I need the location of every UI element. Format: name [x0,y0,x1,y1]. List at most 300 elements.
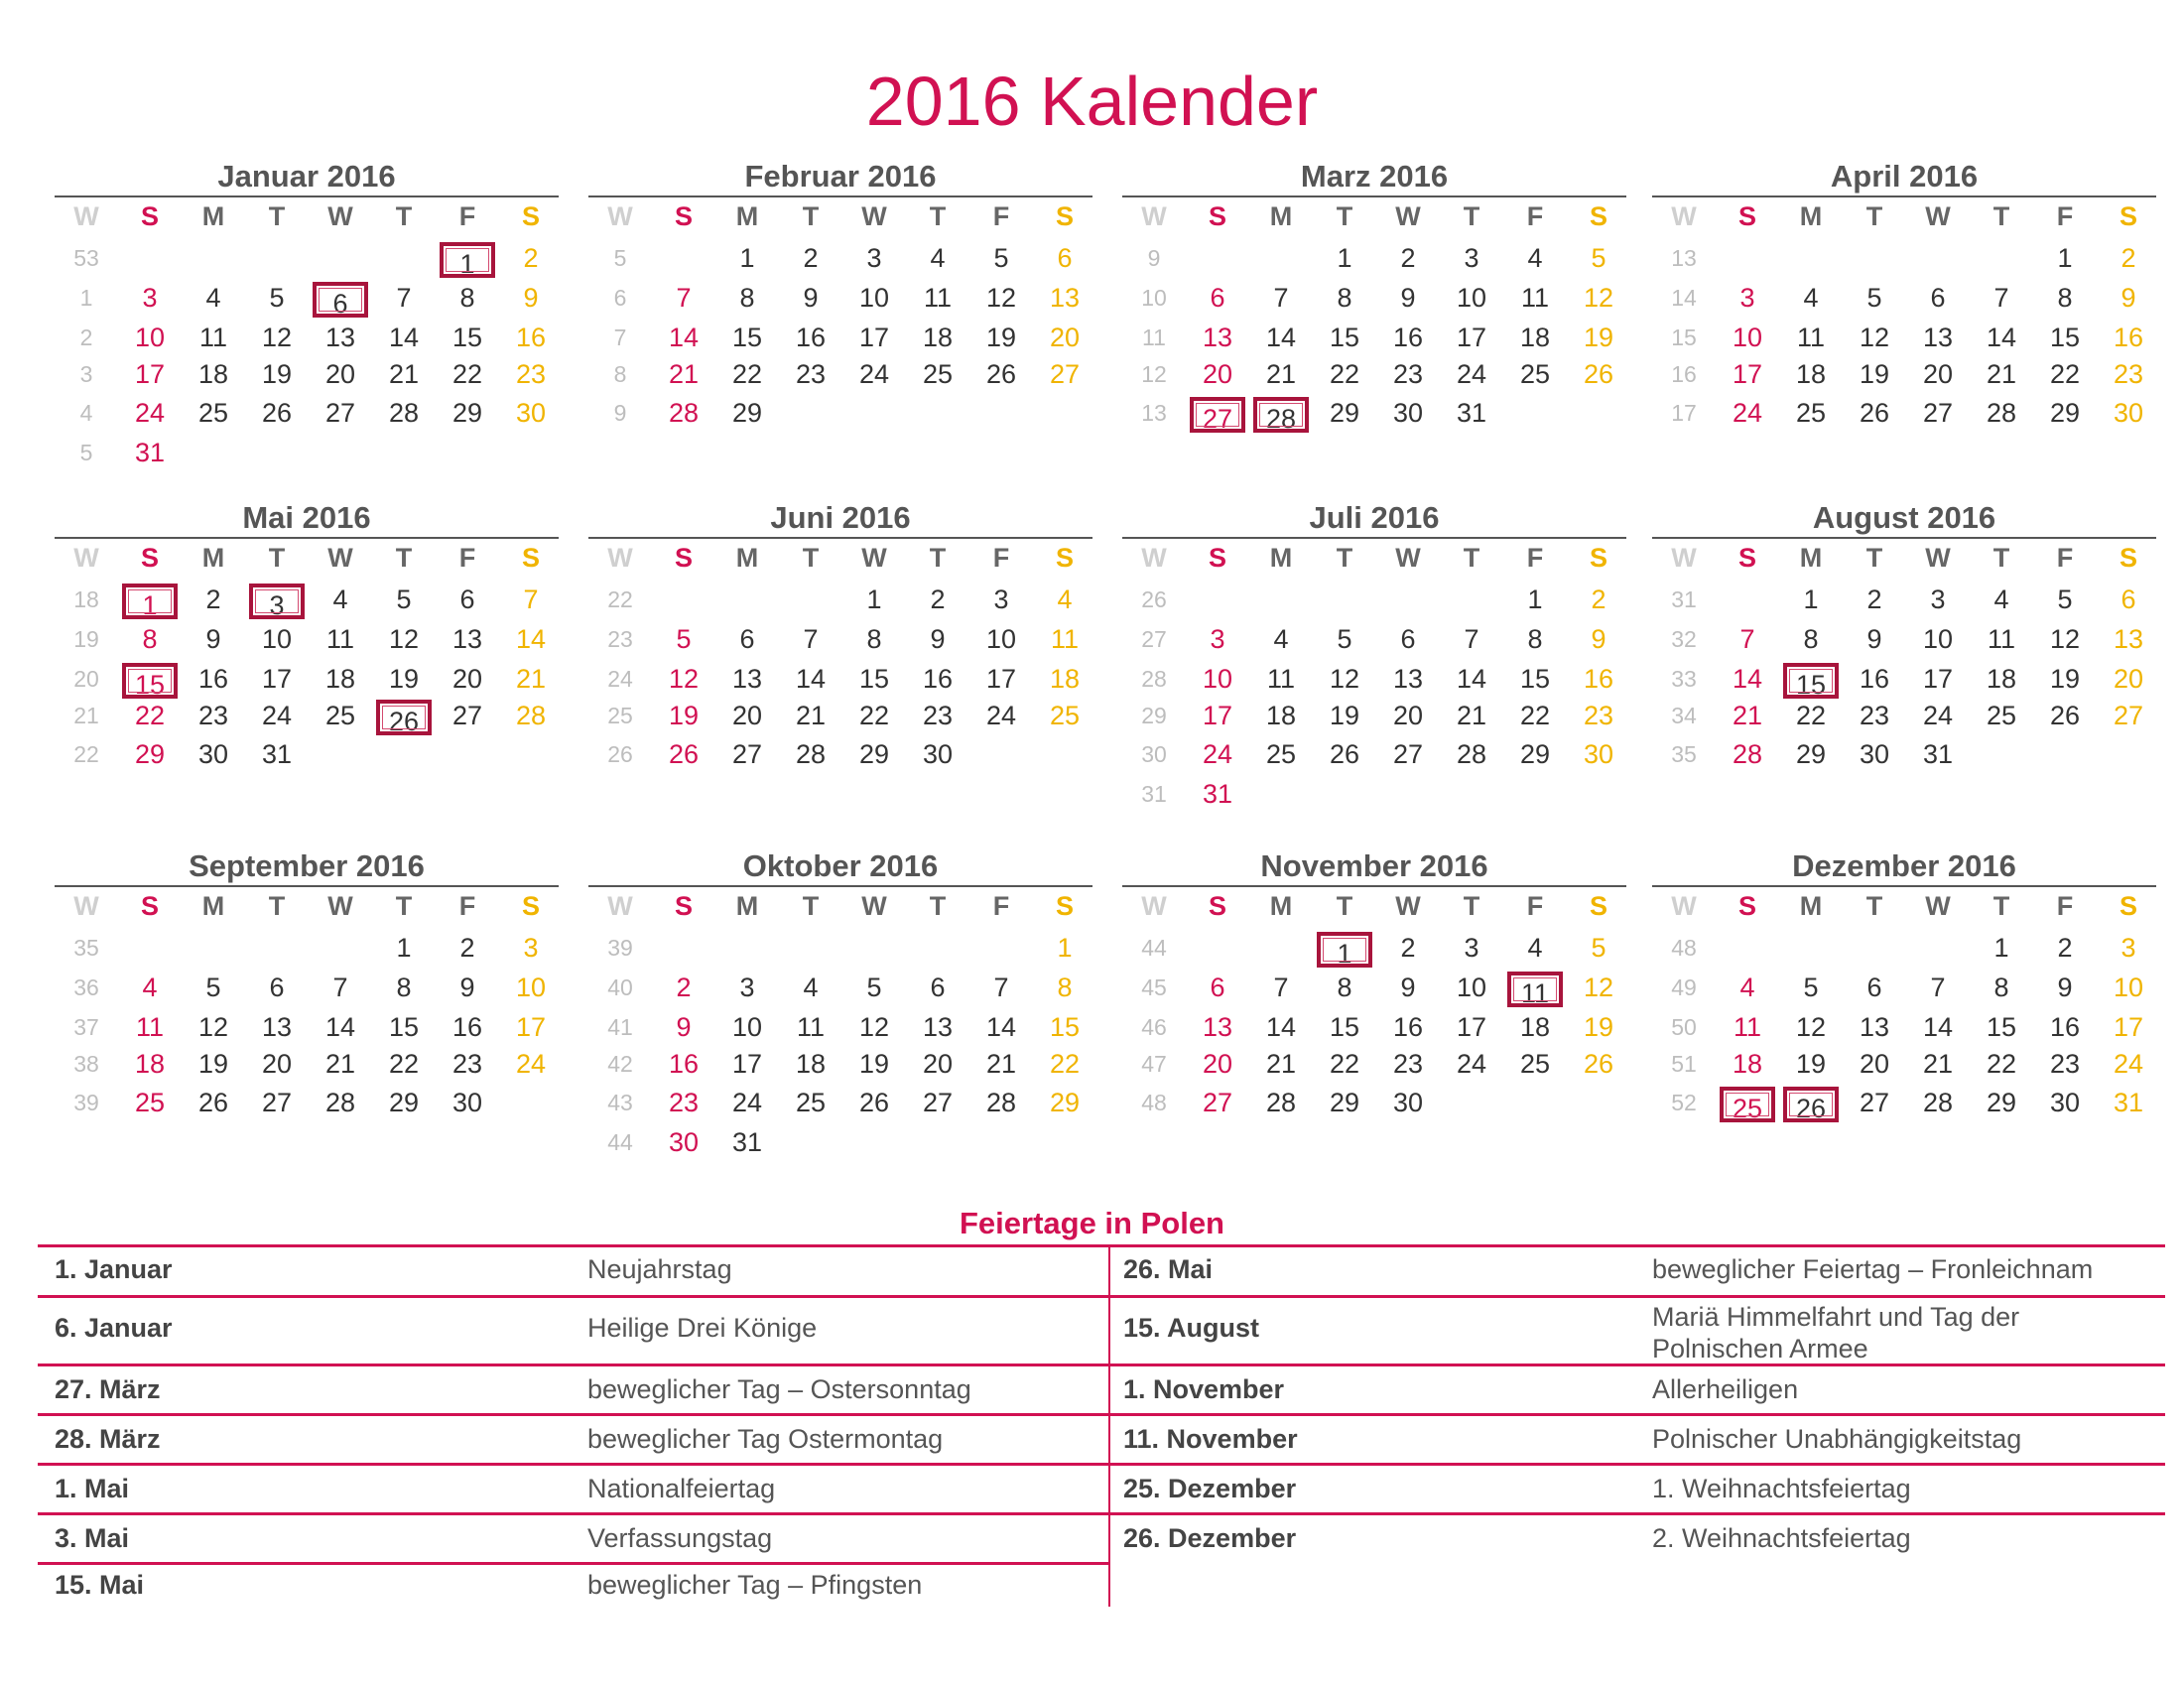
day-cell[interactable] [1843,661,1906,697]
day-cell[interactable] [842,661,906,697]
day-cell[interactable] [906,582,969,617]
day-cell[interactable] [1970,1009,2033,1045]
day-cell[interactable] [1313,661,1376,697]
day-cell[interactable] [1033,970,1096,1005]
day-cell[interactable] [1970,661,2033,697]
day-cell[interactable] [182,356,245,392]
day-cell[interactable] [436,621,499,657]
day-cell[interactable] [1843,395,1906,431]
day-cell[interactable] [436,930,499,966]
day-cell[interactable] [1249,356,1313,392]
holiday-day-cell[interactable] [1313,930,1376,972]
day-cell[interactable] [1186,621,1249,657]
day-cell[interactable] [1843,736,1906,772]
day-cell[interactable] [245,320,309,355]
day-cell[interactable] [1186,776,1249,812]
day-cell[interactable] [2097,1009,2160,1045]
day-cell[interactable] [1503,736,1567,772]
day-cell[interactable] [1376,280,1440,316]
day-cell[interactable] [182,621,245,657]
day-cell[interactable] [1503,356,1567,392]
day-cell[interactable] [1503,320,1567,355]
day-cell[interactable] [499,621,563,657]
day-cell[interactable] [1970,582,2033,617]
day-cell[interactable] [2033,395,2097,431]
day-cell[interactable] [1843,280,1906,316]
day-cell[interactable] [1440,320,1503,355]
day-cell[interactable] [1716,1009,1779,1045]
holiday-day-cell[interactable] [245,582,309,623]
day-cell[interactable] [1716,280,1779,316]
day-cell[interactable] [2097,621,2160,657]
day-cell[interactable] [182,698,245,733]
day-cell[interactable] [715,621,779,657]
day-cell[interactable] [1033,698,1096,733]
holiday-day-cell[interactable] [1779,661,1843,703]
day-cell[interactable] [1906,1085,1970,1120]
day-cell[interactable] [906,1046,969,1082]
day-cell[interactable] [652,1085,715,1120]
day-cell[interactable] [842,698,906,733]
day-cell[interactable] [372,970,436,1005]
day-cell[interactable] [652,698,715,733]
day-cell[interactable] [436,356,499,392]
day-cell[interactable] [1906,661,1970,697]
day-cell[interactable] [715,1124,779,1160]
day-cell[interactable] [2097,1085,2160,1120]
day-cell[interactable] [1313,621,1376,657]
day-cell[interactable] [1033,320,1096,355]
day-cell[interactable] [652,970,715,1005]
day-cell[interactable] [1970,320,2033,355]
day-cell[interactable] [118,698,182,733]
day-cell[interactable] [436,320,499,355]
day-cell[interactable] [1716,395,1779,431]
day-cell[interactable] [842,356,906,392]
day-cell[interactable] [969,1085,1033,1120]
day-cell[interactable] [182,1085,245,1120]
day-cell[interactable] [1440,736,1503,772]
day-cell[interactable] [1906,970,1970,1005]
day-cell[interactable] [309,320,372,355]
day-cell[interactable] [779,736,842,772]
day-cell[interactable] [1313,698,1376,733]
day-cell[interactable] [715,395,779,431]
day-cell[interactable] [1843,582,1906,617]
day-cell[interactable] [2033,582,2097,617]
day-cell[interactable] [372,1085,436,1120]
day-cell[interactable] [436,582,499,617]
day-cell[interactable] [1376,661,1440,697]
day-cell[interactable] [1503,1009,1567,1045]
day-cell[interactable] [1376,930,1440,966]
day-cell[interactable] [715,1085,779,1120]
day-cell[interactable] [245,356,309,392]
day-cell[interactable] [652,1124,715,1160]
day-cell[interactable] [842,320,906,355]
day-cell[interactable] [1313,395,1376,431]
day-cell[interactable] [1249,1009,1313,1045]
holiday-day-cell[interactable] [372,698,436,739]
day-cell[interactable] [499,356,563,392]
day-cell[interactable] [182,970,245,1005]
day-cell[interactable] [118,970,182,1005]
day-cell[interactable] [1313,1046,1376,1082]
day-cell[interactable] [1843,1085,1906,1120]
day-cell[interactable] [1033,621,1096,657]
day-cell[interactable] [652,1009,715,1045]
day-cell[interactable] [652,621,715,657]
day-cell[interactable] [2033,970,2097,1005]
day-cell[interactable] [1716,736,1779,772]
day-cell[interactable] [309,970,372,1005]
day-cell[interactable] [1249,1085,1313,1120]
day-cell[interactable] [118,320,182,355]
day-cell[interactable] [1503,1046,1567,1082]
day-cell[interactable] [715,698,779,733]
day-cell[interactable] [1503,661,1567,697]
day-cell[interactable] [309,1009,372,1045]
day-cell[interactable] [118,621,182,657]
day-cell[interactable] [1779,736,1843,772]
day-cell[interactable] [1970,356,2033,392]
day-cell[interactable] [118,356,182,392]
day-cell[interactable] [1503,582,1567,617]
day-cell[interactable] [499,698,563,733]
day-cell[interactable] [969,1046,1033,1082]
day-cell[interactable] [1716,661,1779,697]
day-cell[interactable] [1970,1046,2033,1082]
day-cell[interactable] [2097,240,2160,276]
day-cell[interactable] [436,1085,499,1120]
day-cell[interactable] [652,395,715,431]
day-cell[interactable] [1033,1085,1096,1120]
day-cell[interactable] [969,970,1033,1005]
day-cell[interactable] [182,395,245,431]
day-cell[interactable] [1249,280,1313,316]
day-cell[interactable] [969,320,1033,355]
day-cell[interactable] [779,1085,842,1120]
day-cell[interactable] [969,356,1033,392]
day-cell[interactable] [906,1085,969,1120]
day-cell[interactable] [2097,1046,2160,1082]
day-cell[interactable] [182,320,245,355]
day-cell[interactable] [1567,1009,1630,1045]
day-cell[interactable] [118,435,182,470]
day-cell[interactable] [1567,280,1630,316]
day-cell[interactable] [1186,698,1249,733]
day-cell[interactable] [1779,395,1843,431]
day-cell[interactable] [499,240,563,276]
day-cell[interactable] [118,1009,182,1045]
day-cell[interactable] [1033,280,1096,316]
day-cell[interactable] [1716,698,1779,733]
day-cell[interactable] [499,582,563,617]
day-cell[interactable] [1376,698,1440,733]
holiday-day-cell[interactable] [1503,970,1567,1011]
day-cell[interactable] [906,240,969,276]
day-cell[interactable] [2097,661,2160,697]
day-cell[interactable] [1567,698,1630,733]
day-cell[interactable] [245,698,309,733]
day-cell[interactable] [1186,356,1249,392]
day-cell[interactable] [1503,240,1567,276]
day-cell[interactable] [1567,736,1630,772]
day-cell[interactable] [1970,930,2033,966]
day-cell[interactable] [245,621,309,657]
day-cell[interactable] [1906,1009,1970,1045]
day-cell[interactable] [1906,736,1970,772]
day-cell[interactable] [436,1046,499,1082]
holiday-day-cell[interactable] [436,240,499,282]
day-cell[interactable] [652,356,715,392]
day-cell[interactable] [842,736,906,772]
day-cell[interactable] [118,736,182,772]
day-cell[interactable] [779,1046,842,1082]
day-cell[interactable] [779,280,842,316]
day-cell[interactable] [1186,736,1249,772]
day-cell[interactable] [309,582,372,617]
day-cell[interactable] [906,736,969,772]
day-cell[interactable] [969,621,1033,657]
day-cell[interactable] [182,1009,245,1045]
day-cell[interactable] [779,698,842,733]
day-cell[interactable] [1313,1009,1376,1045]
day-cell[interactable] [1313,240,1376,276]
day-cell[interactable] [2097,582,2160,617]
day-cell[interactable] [1313,320,1376,355]
day-cell[interactable] [1376,1046,1440,1082]
day-cell[interactable] [1249,661,1313,697]
day-cell[interactable] [309,621,372,657]
day-cell[interactable] [1567,582,1630,617]
day-cell[interactable] [1186,320,1249,355]
day-cell[interactable] [182,1046,245,1082]
day-cell[interactable] [779,661,842,697]
day-cell[interactable] [2033,698,2097,733]
day-cell[interactable] [182,661,245,697]
day-cell[interactable] [1376,736,1440,772]
day-cell[interactable] [118,395,182,431]
day-cell[interactable] [2033,621,2097,657]
day-cell[interactable] [1970,1085,2033,1120]
day-cell[interactable] [372,930,436,966]
day-cell[interactable] [715,661,779,697]
day-cell[interactable] [436,1009,499,1045]
day-cell[interactable] [1567,930,1630,966]
day-cell[interactable] [1906,320,1970,355]
day-cell[interactable] [715,1009,779,1045]
day-cell[interactable] [372,661,436,697]
day-cell[interactable] [652,320,715,355]
holiday-day-cell[interactable] [309,280,372,322]
day-cell[interactable] [372,356,436,392]
day-cell[interactable] [245,395,309,431]
day-cell[interactable] [1186,1009,1249,1045]
day-cell[interactable] [1843,1009,1906,1045]
day-cell[interactable] [1716,356,1779,392]
day-cell[interactable] [1567,356,1630,392]
day-cell[interactable] [309,698,372,733]
day-cell[interactable] [1906,356,1970,392]
day-cell[interactable] [2033,1046,2097,1082]
day-cell[interactable] [906,320,969,355]
day-cell[interactable] [1249,1046,1313,1082]
day-cell[interactable] [1313,280,1376,316]
day-cell[interactable] [1440,240,1503,276]
day-cell[interactable] [906,698,969,733]
day-cell[interactable] [715,970,779,1005]
holiday-day-cell[interactable] [118,661,182,703]
day-cell[interactable] [779,1009,842,1045]
day-cell[interactable] [842,240,906,276]
day-cell[interactable] [182,280,245,316]
day-cell[interactable] [1440,621,1503,657]
day-cell[interactable] [652,280,715,316]
day-cell[interactable] [2097,970,2160,1005]
day-cell[interactable] [1249,736,1313,772]
day-cell[interactable] [1779,698,1843,733]
day-cell[interactable] [842,1046,906,1082]
holiday-day-cell[interactable] [1716,1085,1779,1126]
day-cell[interactable] [1186,970,1249,1005]
day-cell[interactable] [372,1009,436,1045]
day-cell[interactable] [1376,1085,1440,1120]
day-cell[interactable] [2033,661,2097,697]
day-cell[interactable] [1716,621,1779,657]
day-cell[interactable] [842,582,906,617]
day-cell[interactable] [1440,970,1503,1005]
day-cell[interactable] [1567,320,1630,355]
day-cell[interactable] [436,280,499,316]
day-cell[interactable] [245,280,309,316]
day-cell[interactable] [969,698,1033,733]
day-cell[interactable] [1779,1009,1843,1045]
day-cell[interactable] [1033,930,1096,966]
day-cell[interactable] [1033,582,1096,617]
day-cell[interactable] [1033,240,1096,276]
day-cell[interactable] [1440,930,1503,966]
day-cell[interactable] [1843,1046,1906,1082]
day-cell[interactable] [842,970,906,1005]
day-cell[interactable] [1843,698,1906,733]
day-cell[interactable] [118,1085,182,1120]
day-cell[interactable] [779,356,842,392]
day-cell[interactable] [372,1046,436,1082]
day-cell[interactable] [372,621,436,657]
day-cell[interactable] [1906,395,1970,431]
day-cell[interactable] [245,970,309,1005]
day-cell[interactable] [1970,280,2033,316]
day-cell[interactable] [715,240,779,276]
day-cell[interactable] [1906,1046,1970,1082]
day-cell[interactable] [499,1046,563,1082]
day-cell[interactable] [1376,356,1440,392]
day-cell[interactable] [1376,1009,1440,1045]
day-cell[interactable] [1440,356,1503,392]
day-cell[interactable] [715,736,779,772]
day-cell[interactable] [372,395,436,431]
day-cell[interactable] [1779,970,1843,1005]
day-cell[interactable] [715,1046,779,1082]
day-cell[interactable] [309,1046,372,1082]
day-cell[interactable] [779,970,842,1005]
day-cell[interactable] [1906,582,1970,617]
day-cell[interactable] [842,280,906,316]
day-cell[interactable] [499,280,563,316]
day-cell[interactable] [1970,970,2033,1005]
day-cell[interactable] [245,661,309,697]
day-cell[interactable] [309,356,372,392]
day-cell[interactable] [1716,320,1779,355]
day-cell[interactable] [1186,661,1249,697]
day-cell[interactable] [1779,320,1843,355]
day-cell[interactable] [652,661,715,697]
day-cell[interactable] [1906,280,1970,316]
day-cell[interactable] [969,240,1033,276]
day-cell[interactable] [1249,320,1313,355]
day-cell[interactable] [1440,395,1503,431]
day-cell[interactable] [1906,621,1970,657]
day-cell[interactable] [1376,621,1440,657]
day-cell[interactable] [715,320,779,355]
day-cell[interactable] [1249,970,1313,1005]
day-cell[interactable] [842,621,906,657]
day-cell[interactable] [1843,320,1906,355]
day-cell[interactable] [1249,698,1313,733]
day-cell[interactable] [372,280,436,316]
day-cell[interactable] [1567,621,1630,657]
day-cell[interactable] [906,280,969,316]
day-cell[interactable] [906,1009,969,1045]
day-cell[interactable] [436,395,499,431]
day-cell[interactable] [1186,1085,1249,1120]
holiday-day-cell[interactable] [1779,1085,1843,1126]
day-cell[interactable] [2097,280,2160,316]
day-cell[interactable] [2033,1009,2097,1045]
day-cell[interactable] [1567,970,1630,1005]
day-cell[interactable] [1970,698,2033,733]
day-cell[interactable] [1567,240,1630,276]
day-cell[interactable] [1716,1046,1779,1082]
day-cell[interactable] [245,1046,309,1082]
day-cell[interactable] [1376,970,1440,1005]
day-cell[interactable] [1906,698,1970,733]
day-cell[interactable] [1843,621,1906,657]
day-cell[interactable] [1033,661,1096,697]
day-cell[interactable] [1440,698,1503,733]
day-cell[interactable] [1503,930,1567,966]
day-cell[interactable] [118,280,182,316]
day-cell[interactable] [1567,661,1630,697]
day-cell[interactable] [372,582,436,617]
day-cell[interactable] [1440,280,1503,316]
day-cell[interactable] [1503,698,1567,733]
day-cell[interactable] [372,320,436,355]
day-cell[interactable] [1186,280,1249,316]
day-cell[interactable] [906,661,969,697]
day-cell[interactable] [499,661,563,697]
day-cell[interactable] [245,736,309,772]
day-cell[interactable] [182,582,245,617]
day-cell[interactable] [2033,280,2097,316]
day-cell[interactable] [118,1046,182,1082]
day-cell[interactable] [436,698,499,733]
day-cell[interactable] [2033,930,2097,966]
day-cell[interactable] [2033,1085,2097,1120]
day-cell[interactable] [436,970,499,1005]
day-cell[interactable] [245,1009,309,1045]
